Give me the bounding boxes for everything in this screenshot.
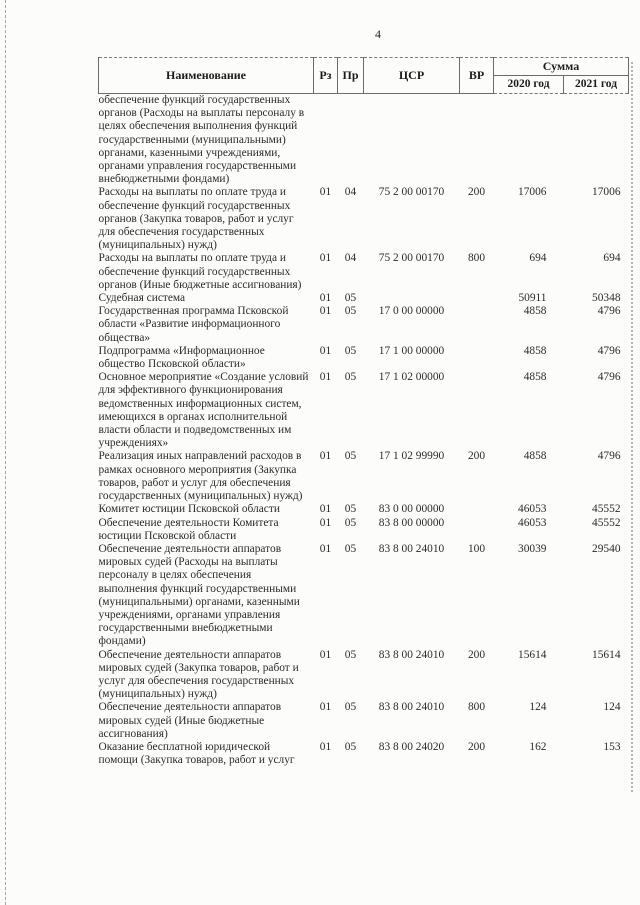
cell-name: Комитет юстиции Псковской области xyxy=(98,503,280,516)
cell-name: Оказание бесплатной юридической помощи (Закупка товаров, работ и услуг xyxy=(98,740,295,767)
cell-csr: 83 8 00 24010 xyxy=(378,648,445,661)
cell-vr xyxy=(460,305,494,345)
cell-rz: 01 xyxy=(319,292,332,305)
cell-vr xyxy=(460,94,494,187)
cell-y2020 xyxy=(494,94,564,187)
table-row xyxy=(99,701,629,741)
cell-name: Обеспечение деятельности Комитета юстиции Псковской области xyxy=(98,516,279,542)
cell-csr: 17 1 02 00000 xyxy=(378,371,445,384)
table-row xyxy=(99,292,629,305)
cell-vr xyxy=(460,503,494,516)
table-body xyxy=(99,94,629,768)
budget-table xyxy=(98,57,629,767)
cell-y2020: 4858 xyxy=(523,344,547,357)
cell-pr: 05 xyxy=(344,305,357,318)
cell-pr: 04 xyxy=(344,252,357,265)
cell-name: Обеспечение деятельности аппаратов мировых судей (Иные бюджетные ассигнования) xyxy=(98,701,282,740)
table-header xyxy=(99,58,629,94)
page-number: 4 xyxy=(375,27,381,41)
cell-y2021: 15614 xyxy=(592,648,621,661)
cell-vr: 800 xyxy=(467,252,486,265)
cell-y2021: 45552 xyxy=(592,503,621,516)
column-header-rz: Рз xyxy=(314,58,338,94)
cell-vr: 100 xyxy=(467,542,486,555)
cell-rz: 01 xyxy=(319,542,332,555)
cell-pr: 05 xyxy=(344,450,357,463)
cell-csr: 17 0 00 00000 xyxy=(378,305,445,318)
cell-rz xyxy=(314,94,338,187)
cell-name: Основное мероприятие «Создание условий для эффективного функционирования ведомственных информационных систем, имеющихся в органах исполнительной власти области и подведомственных им учреждениях» xyxy=(98,371,309,450)
cell-csr: 83 8 00 24010 xyxy=(378,542,445,555)
cell-y2021: 4796 xyxy=(597,344,621,357)
cell-y2020: 694 xyxy=(529,252,547,265)
cell-name: Расходы на выплаты по оплате труда и обеспечение функций государственных органов (Закупка товаров, работ и услуг для обеспечения государственных (муниципальных) нужд) xyxy=(98,186,294,252)
cell-pr: 05 xyxy=(344,344,357,357)
cell-rz: 01 xyxy=(319,503,332,516)
cell-name: Расходы на выплаты по оплате труда и обеспечение функций государственных органов (Иные бюджетные ассигнования) xyxy=(98,252,302,291)
cell-pr: 05 xyxy=(344,648,357,661)
cell-y2021: 4796 xyxy=(597,450,621,463)
cell-rz: 01 xyxy=(319,344,332,357)
cell-name: Реализация иных направлений расходов в рамках основного мероприятия (Закупка товаров, работ и услуг для обеспечения государственных (муниципальных) нужд) xyxy=(98,450,303,503)
table-row xyxy=(99,649,629,702)
cell-pr: 05 xyxy=(344,503,357,516)
cell-vr: 200 xyxy=(467,450,486,463)
cell-name: Подпрограмма «Информационное общество Псковской области» xyxy=(98,344,265,371)
cell-rz: 01 xyxy=(319,305,332,318)
cell-csr xyxy=(364,292,460,305)
cell-vr xyxy=(460,345,494,371)
cell-vr xyxy=(460,371,494,450)
cell-y2020: 30039 xyxy=(518,542,547,555)
cell-rz: 01 xyxy=(319,450,332,463)
cell-csr: 83 0 00 00000 xyxy=(378,503,445,516)
cell-csr: 17 1 00 00000 xyxy=(378,344,445,357)
cell-pr: 05 xyxy=(344,542,357,555)
cell-csr: 75 2 00 00170 xyxy=(378,186,445,199)
cell-csr: 83 8 00 24020 xyxy=(378,740,445,753)
table-row xyxy=(99,450,629,503)
cell-rz: 01 xyxy=(319,516,332,529)
cell-rz: 01 xyxy=(319,252,332,265)
column-header-2020: 2020 год xyxy=(494,76,564,94)
cell-csr xyxy=(364,94,460,187)
cell-name: обеспечение функций государственных органов (Расходы на выплаты персоналу в целях обеспечения выполнения функций государственными (муниципальными) органами, казенными учреждениями, органами управления государственными внебюджетными фондами) xyxy=(98,94,305,186)
cell-vr: 200 xyxy=(467,186,486,199)
table-row xyxy=(99,517,629,543)
cell-vr xyxy=(460,517,494,543)
table-row xyxy=(99,371,629,450)
cell-csr: 83 8 00 00000 xyxy=(378,516,445,529)
scan-fold-line-right xyxy=(631,62,633,792)
table-row xyxy=(99,345,629,371)
column-header-pr: Пр xyxy=(338,58,364,94)
cell-name: Государственная программа Псковской области «Развитие информационного общества» xyxy=(98,305,289,344)
cell-rz: 01 xyxy=(319,648,332,661)
cell-vr xyxy=(460,292,494,305)
cell-y2020: 46053 xyxy=(518,503,547,516)
cell-name: Обеспечение деятельности аппаратов мировых судей (Закупка товаров, работ и услуг для обеспечения государственных (муниципальных) нужд) xyxy=(98,648,299,701)
cell-y2020: 46053 xyxy=(518,516,547,529)
cell-y2021: 29540 xyxy=(592,542,621,555)
column-header-vr: ВР xyxy=(460,58,494,94)
cell-y2020: 4858 xyxy=(523,450,547,463)
cell-y2020: 162 xyxy=(529,740,547,753)
cell-y2020: 50911 xyxy=(518,292,547,305)
cell-y2021: 50348 xyxy=(592,292,621,305)
cell-y2020: 17006 xyxy=(518,186,547,199)
cell-pr: 05 xyxy=(344,371,357,384)
cell-vr: 200 xyxy=(467,648,486,661)
table-row xyxy=(99,186,629,252)
cell-rz: 01 xyxy=(319,371,332,384)
cell-y2021: 694 xyxy=(603,252,621,265)
cell-y2020: 4858 xyxy=(523,371,547,384)
cell-pr: 04 xyxy=(344,186,357,199)
cell-pr: 05 xyxy=(344,516,357,529)
cell-y2021: 17006 xyxy=(592,186,621,199)
cell-y2021: 4796 xyxy=(597,305,621,318)
cell-csr: 75 2 00 00170 xyxy=(378,252,445,265)
cell-pr: 05 xyxy=(344,292,357,305)
cell-pr xyxy=(338,94,364,187)
cell-y2021 xyxy=(564,94,629,187)
cell-name: Обеспечение деятельности аппаратов мировых судей (Расходы на выплаты персоналу в целях обеспечения выполнения функций государственными (муниципальными) органами, казенными учреждениями, органами управления государственными внебюджетными фондами) xyxy=(98,542,300,648)
cell-y2021: 45552 xyxy=(592,516,621,529)
cell-rz: 01 xyxy=(319,740,332,753)
cell-y2021: 153 xyxy=(603,740,621,753)
table-row xyxy=(99,503,629,516)
cell-pr: 05 xyxy=(344,701,357,714)
table-row xyxy=(99,741,629,767)
column-header-name: Наименование xyxy=(99,58,314,94)
cell-csr: 17 1 02 99990 xyxy=(378,450,445,463)
cell-vr: 200 xyxy=(467,740,486,753)
cell-pr: 05 xyxy=(344,740,357,753)
cell-y2020: 124 xyxy=(529,701,547,714)
scan-fold-line-left xyxy=(5,0,6,905)
cell-y2021: 4796 xyxy=(597,371,621,384)
cell-y2021: 124 xyxy=(603,701,621,714)
column-header-csr: ЦСР xyxy=(364,58,460,94)
column-header-2021: 2021 год xyxy=(564,76,629,94)
table-row xyxy=(99,305,629,345)
cell-csr: 83 8 00 24010 xyxy=(378,701,445,714)
cell-rz: 01 xyxy=(319,701,332,714)
table-row xyxy=(99,543,629,649)
table-row xyxy=(99,252,629,292)
column-header-summa: Сумма xyxy=(494,58,629,76)
table-row xyxy=(99,94,629,187)
cell-vr: 800 xyxy=(467,701,486,714)
cell-y2020: 15614 xyxy=(518,648,547,661)
cell-rz: 01 xyxy=(319,186,332,199)
cell-name: Судебная система xyxy=(98,292,186,305)
cell-y2020: 4858 xyxy=(523,305,547,318)
